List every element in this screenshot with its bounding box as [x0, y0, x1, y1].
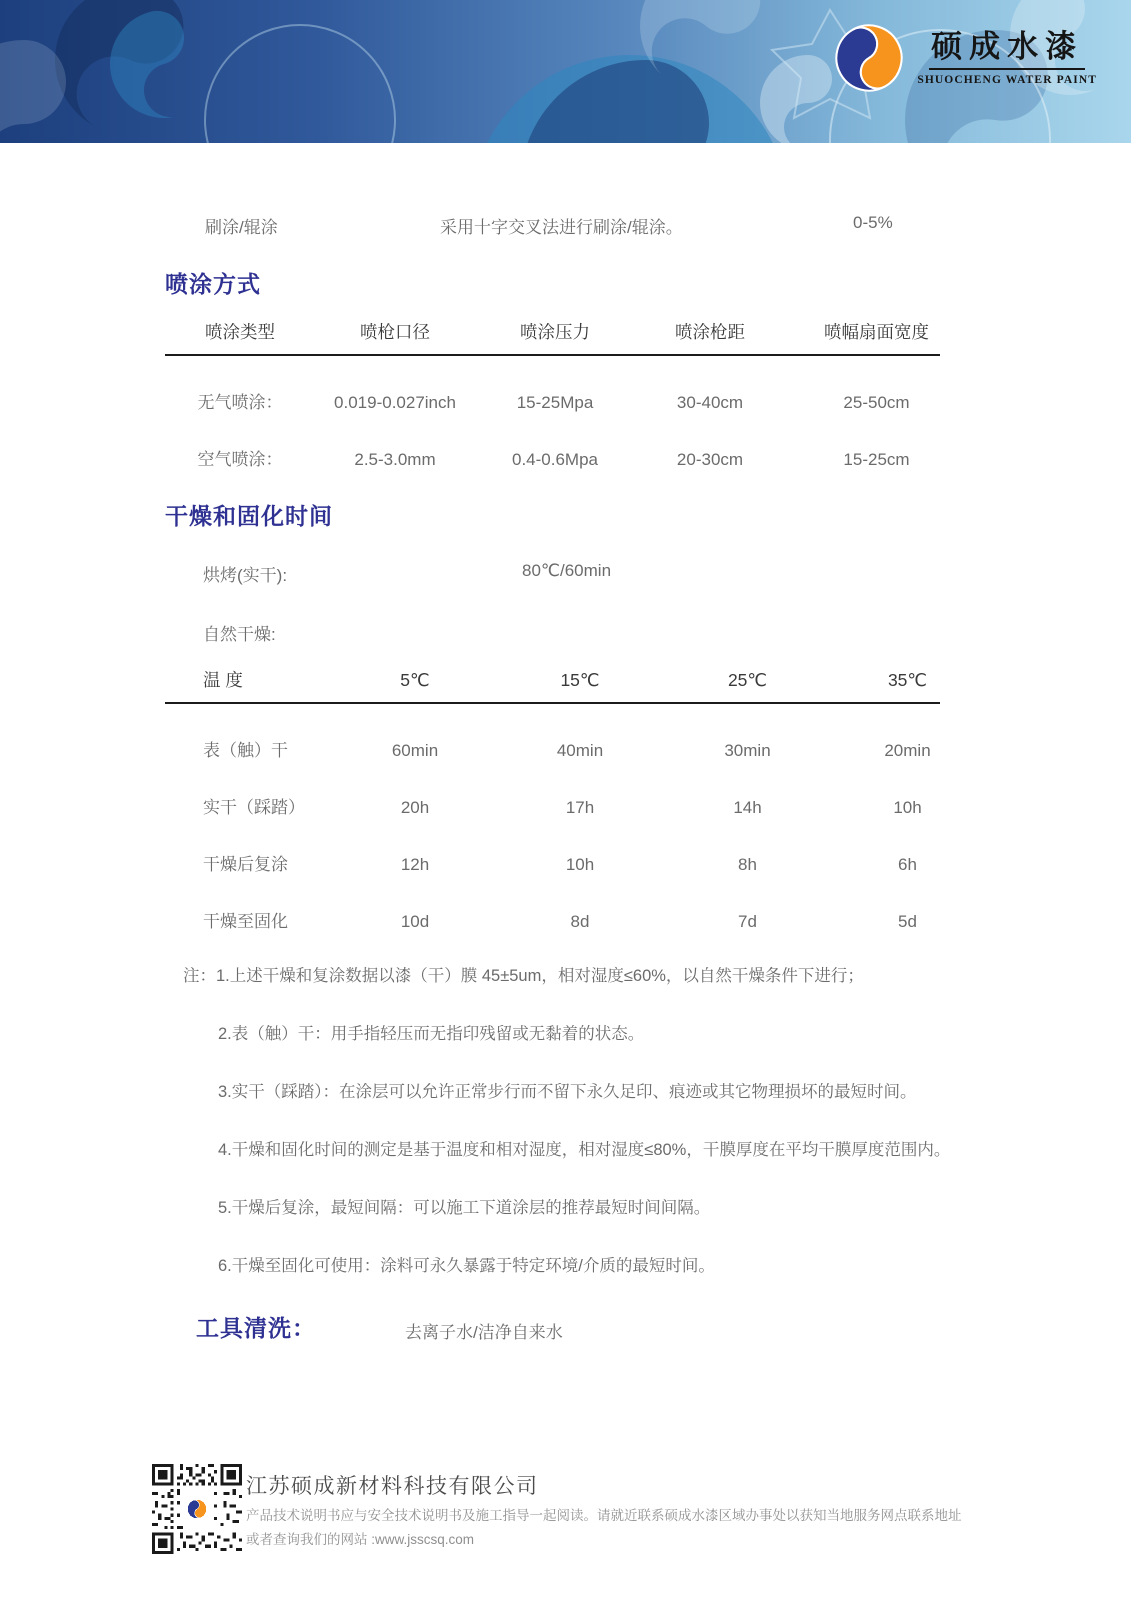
- note-item-3: 3.实干（踩踏）：在涂层可以允许正常步行而不留下永久足印、痕迹或其它物理损坏的最短时间。: [218, 1083, 917, 1101]
- cell: 15-25Mpa: [516, 393, 594, 412]
- column-header: 25℃: [665, 668, 830, 703]
- note-item-1: 1.上述干燥和复涂数据以漆（干）膜 45±5um，相对湿度≤60%，以自然干燥条件下进行；: [216, 967, 864, 985]
- column-header: 喷涂枪距: [635, 320, 785, 355]
- footer-info-line2: 或者查询我们的网站 :www.jsscsq.com: [246, 1532, 475, 1547]
- shuocheng-logo-icon: [835, 24, 903, 92]
- column-header: 温 度: [165, 668, 335, 703]
- tool-cleaning-title: 工具清洗：: [196, 1315, 316, 1341]
- cell: 10h: [893, 798, 922, 817]
- cell: 40min: [556, 741, 604, 760]
- table-row-hard-dry: [165, 761, 940, 818]
- cell: 12h: [400, 855, 430, 874]
- tool-cleaning-value: 去离子水/洁净自来水: [405, 1323, 563, 1342]
- note-item-4: 4.干燥和固化时间的测定是基于温度和相对湿度，相对湿度≤80%，干膜厚度在平均干膜厚度范围内。: [218, 1141, 951, 1159]
- cell: 14h: [733, 798, 762, 817]
- column-header: 5℃: [335, 668, 495, 703]
- table-row-full-cure: [165, 875, 940, 932]
- cell: 60min: [391, 741, 439, 760]
- qr-code: [152, 1464, 242, 1554]
- cell: 17h: [565, 798, 595, 817]
- footer-info-line1: 产品技术说明书应与安全技术说明书及施工指导一起阅读。请就近联系硕成水漆区域办事处以获知当地服务网点联系地址: [246, 1508, 962, 1523]
- note-item-2: 2.表（触）干：用手指轻压而无指印残留或无黏着的状态。: [218, 1025, 645, 1043]
- cell: 表（触）干: [203, 741, 288, 760]
- note-item-5: 5.干燥后复涂，最短间隔：可以施工下道涂层的推荐最短时间间隔。: [218, 1199, 711, 1217]
- brand-name-english: SHUOCHENG WATER PAINT: [917, 74, 1097, 87]
- cell: 6h: [898, 855, 917, 874]
- cell: 7d: [738, 912, 757, 931]
- header-banner: [0, 0, 1131, 143]
- cell: 干燥后复涂: [203, 855, 288, 874]
- cell: 干燥至固化: [203, 912, 288, 931]
- bake-value: 80℃/60min: [522, 561, 612, 580]
- brush-method-label: 刷涂/辊涂: [205, 218, 278, 237]
- cell: 15-25cm: [843, 450, 910, 469]
- cell: 5d: [898, 912, 917, 931]
- spray-table-header-row: [165, 320, 940, 355]
- table-row-recoat: [165, 818, 940, 875]
- cell: 20-30cm: [676, 450, 744, 469]
- column-header: 35℃: [830, 668, 940, 703]
- table-row-air: [165, 413, 940, 470]
- drying-table-header-row: [165, 668, 940, 703]
- cell: 30min: [724, 741, 771, 760]
- column-header: 15℃: [495, 668, 665, 703]
- notes-label: 注：: [183, 967, 216, 985]
- column-header: 喷枪口径: [315, 320, 475, 355]
- bake-label: 烘烤(实干):: [203, 566, 288, 585]
- cell: 实干（踩踏）: [203, 798, 305, 817]
- brush-method-description: 采用十字交叉法进行刷涂/辊涂。: [440, 218, 683, 237]
- cell: 25-50cm: [843, 393, 910, 412]
- cell: 20h: [400, 798, 430, 817]
- brand-logo-block: [835, 24, 1097, 92]
- column-header: 喷涂类型: [165, 320, 315, 355]
- notes-block: [183, 966, 963, 1276]
- spray-section-title: 喷涂方式: [165, 271, 261, 297]
- drying-time-table: [165, 668, 940, 932]
- footer-info: [246, 1504, 962, 1552]
- company-name: 江苏硕成新材料科技有限公司: [246, 1475, 539, 1498]
- table-row-airless: [165, 355, 940, 413]
- note-item-6: 6.干燥至固化可使用：涂料可永久暴露于特定环境/介质的最短时间。: [218, 1257, 715, 1275]
- brush-thinning-value: 0-5%: [853, 213, 893, 232]
- natural-drying-label: 自然干燥:: [203, 625, 276, 644]
- cell: 8d: [570, 912, 590, 931]
- column-header: 喷幅扇面宽度: [785, 320, 940, 355]
- cell: 20min: [884, 741, 931, 760]
- cell: 30-40cm: [676, 393, 744, 412]
- cell: 8h: [738, 855, 757, 874]
- cell: 0.019-0.027inch: [334, 393, 456, 412]
- cell: 10h: [565, 855, 595, 874]
- cell: 无气喷涂：: [197, 393, 283, 412]
- cell: 10d: [400, 912, 430, 931]
- cell: 空气喷涂：: [197, 450, 283, 469]
- brush-roller-row: [165, 213, 940, 239]
- cell: 2.5-3.0mm: [354, 450, 436, 469]
- drying-section-title: 干燥和固化时间: [165, 503, 333, 529]
- brand-name-chinese: 硕成水漆: [929, 30, 1085, 70]
- table-row-touch-dry: [165, 703, 940, 761]
- cell: 0.4-0.6Mpa: [512, 450, 598, 469]
- column-header: 喷涂压力: [475, 320, 635, 355]
- spray-method-table: [165, 320, 940, 470]
